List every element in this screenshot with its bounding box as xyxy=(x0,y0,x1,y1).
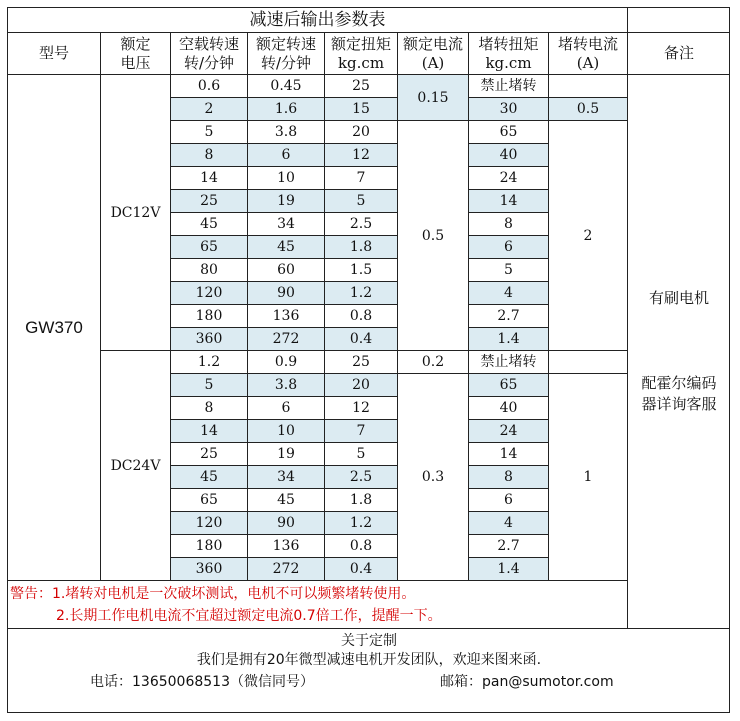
table-cell-rated-speed: 10 xyxy=(248,420,325,443)
table-cell-rated-speed: 19 xyxy=(248,190,325,213)
warning-line-2: 2.长期工作电机电流不宜超过额定电流0.7倍工作，提醒一下。 xyxy=(56,608,442,624)
header-label: 堵转扭矩 xyxy=(478,34,539,53)
stall-current-cell xyxy=(549,75,628,98)
table-cell-rated-speed: 6 xyxy=(248,397,325,420)
header-label: (A) xyxy=(421,53,445,72)
table-cell-rated-speed: 90 xyxy=(248,282,325,305)
table-cell-rated-speed: 6 xyxy=(248,144,325,167)
header-cell xyxy=(398,33,469,75)
header-label: 额定转速 xyxy=(255,34,316,53)
table-cell-stall-torque: 14 xyxy=(469,190,549,213)
table-cell-torque: 0.4 xyxy=(325,328,398,351)
table-cell-noload: 45 xyxy=(171,466,248,489)
table-cell-torque: 5 xyxy=(325,443,398,466)
table-cell-noload: 8 xyxy=(171,144,248,167)
rated-current-cell: 0.5 xyxy=(398,121,469,351)
table-cell-stall-torque: 4 xyxy=(469,512,549,535)
table-cell-noload: 0.6 xyxy=(171,75,248,98)
header-cell xyxy=(101,33,171,75)
table-cell-stall-torque: 1.4 xyxy=(469,328,549,351)
table-cell-noload: 180 xyxy=(171,535,248,558)
table-cell-rated-speed: 90 xyxy=(248,512,325,535)
table-cell-stall-torque: 24 xyxy=(469,167,549,190)
table-cell-torque: 2.5 xyxy=(325,213,398,236)
table-cell-torque: 20 xyxy=(325,374,398,397)
table-cell-torque: 25 xyxy=(325,351,398,374)
footer-box xyxy=(8,629,730,712)
table-cell-stall-torque: 8 xyxy=(469,213,549,236)
table-cell-torque: 1.2 xyxy=(325,282,398,305)
table-cell-torque: 1.5 xyxy=(325,259,398,282)
table-cell-rated-speed: 10 xyxy=(248,167,325,190)
table-cell-noload: 5 xyxy=(171,121,248,144)
header-label: (A) xyxy=(576,53,600,72)
table-cell-noload: 14 xyxy=(171,167,248,190)
table-cell-torque: 2.5 xyxy=(325,466,398,489)
table-cell-stall-torque: 30 xyxy=(469,98,549,121)
header-label: 电压 xyxy=(120,53,151,72)
table-cell-noload: 8 xyxy=(171,397,248,420)
model-cell: GW370 xyxy=(8,75,101,581)
table-cell-rated-speed: 3.8 xyxy=(248,374,325,397)
table-cell-torque: 25 xyxy=(325,75,398,98)
table-cell-stall-torque: 8 xyxy=(469,466,549,489)
table-cell-rated-speed: 3.8 xyxy=(248,121,325,144)
table-cell-torque: 7 xyxy=(325,167,398,190)
table-title: 减速后输出参数表 xyxy=(8,8,628,33)
header-label: 转/分钟 xyxy=(183,53,235,72)
rated-current-cell: 0.15 xyxy=(398,75,469,121)
table-cell-stall-torque: 24 xyxy=(469,420,549,443)
header-cell xyxy=(469,33,549,75)
table-cell-noload: 80 xyxy=(171,259,248,282)
table-cell-noload: 65 xyxy=(171,489,248,512)
table-cell-torque: 1.2 xyxy=(325,512,398,535)
rated-current-cell: 0.3 xyxy=(398,374,469,581)
footer-intro: 我们是拥有20年微型减速电机开发团队，欢迎来图来函. xyxy=(196,652,542,668)
header-label: 空载转速 xyxy=(178,34,239,53)
stall-current-cell xyxy=(549,351,628,374)
table-cell-noload: 360 xyxy=(171,328,248,351)
table-cell-stall-torque: 1.4 xyxy=(469,558,549,581)
table-cell-stall-torque: 5 xyxy=(469,259,549,282)
table-cell-rated-speed: 0.45 xyxy=(248,75,325,98)
table-cell-stall-torque: 禁止堵转 xyxy=(469,75,549,98)
table-cell-noload: 5 xyxy=(171,374,248,397)
header-cell xyxy=(8,33,101,75)
table-cell-torque: 0.8 xyxy=(325,305,398,328)
table-cell-torque: 20 xyxy=(325,121,398,144)
table-cell-noload: 1.2 xyxy=(171,351,248,374)
header-cell xyxy=(325,33,398,75)
header-cell xyxy=(171,33,248,75)
table-cell-stall-torque: 2.7 xyxy=(469,305,549,328)
table-cell-torque: 12 xyxy=(325,397,398,420)
table-cell-rated-speed: 272 xyxy=(248,328,325,351)
table-cell-stall-torque: 40 xyxy=(469,397,549,420)
header-label: 堵转电流 xyxy=(557,34,618,53)
stall-current-cell: 1 xyxy=(549,374,628,581)
remarks-brushed-motor: 有刷电机 xyxy=(648,289,709,307)
table-cell-torque: 5 xyxy=(325,190,398,213)
table-cell-noload: 120 xyxy=(171,282,248,305)
footer-email[interactable]: 邮箱：pan@sumotor.com xyxy=(440,674,614,690)
table-cell-noload: 120 xyxy=(171,512,248,535)
header-label: 额定 xyxy=(120,34,151,53)
table-cell-noload: 2 xyxy=(171,98,248,121)
header-cell xyxy=(248,33,325,75)
table-cell-noload: 25 xyxy=(171,190,248,213)
table-cell-rated-speed: 19 xyxy=(248,443,325,466)
remarks-encoder-line2: 器详询客服 xyxy=(641,395,717,413)
table-cell-stall-torque: 6 xyxy=(469,489,549,512)
warning-box xyxy=(8,581,628,629)
table-cell-stall-torque: 2.7 xyxy=(469,535,549,558)
footer-heading: 关于定制 xyxy=(341,633,397,649)
table-cell-torque: 15 xyxy=(325,98,398,121)
table-cell-torque: 0.8 xyxy=(325,535,398,558)
header-label: kg.cm xyxy=(337,53,385,72)
table-cell-noload: 65 xyxy=(171,236,248,259)
table-cell-stall-torque: 4 xyxy=(469,282,549,305)
table-cell-stall-torque: 65 xyxy=(469,374,549,397)
table-cell-rated-speed: 34 xyxy=(248,466,325,489)
table-cell-torque: 1.8 xyxy=(325,489,398,512)
table-cell-noload: 14 xyxy=(171,420,248,443)
table-cell-rated-speed: 272 xyxy=(248,558,325,581)
voltage-cell: DC24V xyxy=(101,351,171,581)
header-label: 转/分钟 xyxy=(260,53,312,72)
remarks-cell xyxy=(628,75,730,629)
table-cell-rated-speed: 34 xyxy=(248,213,325,236)
table-cell-noload: 360 xyxy=(171,558,248,581)
header-label: 额定电流 xyxy=(402,34,463,53)
header-label: kg.cm xyxy=(485,53,532,72)
header-label: 额定扭矩 xyxy=(330,34,391,53)
voltage-cell: DC12V xyxy=(101,75,171,351)
table-cell-stall-torque: 6 xyxy=(469,236,549,259)
table-cell-rated-speed: 60 xyxy=(248,259,325,282)
title-blank-cell xyxy=(628,8,730,33)
table-cell-noload: 180 xyxy=(171,305,248,328)
table-cell-stall-torque: 40 xyxy=(469,144,549,167)
table-cell-noload: 45 xyxy=(171,213,248,236)
table-cell-torque: 7 xyxy=(325,420,398,443)
table-cell-rated-speed: 0.9 xyxy=(248,351,325,374)
table-cell-rated-speed: 45 xyxy=(248,489,325,512)
table-cell-torque: 12 xyxy=(325,144,398,167)
stall-current-cell: 2 xyxy=(549,121,628,351)
table-cell-torque: 1.8 xyxy=(325,236,398,259)
table-cell-rated-speed: 136 xyxy=(248,305,325,328)
stall-current-cell: 0.5 xyxy=(549,98,628,121)
table-cell-stall-torque: 禁止堵转 xyxy=(469,351,549,374)
header-label: 备注 xyxy=(663,44,694,62)
header-label: 型号 xyxy=(38,44,69,62)
header-cell xyxy=(549,33,628,75)
table-cell-stall-torque: 14 xyxy=(469,443,549,466)
table-cell-torque: 0.4 xyxy=(325,558,398,581)
spec-sheet xyxy=(7,7,730,713)
warning-line-1: 警告：1.堵转对电机是一次破坏测试，电机不可以频繁堵转使用。 xyxy=(10,586,416,602)
footer-phone: 电话：13650068513（微信同号） xyxy=(90,674,314,690)
rated-current-cell: 0.2 xyxy=(398,351,469,374)
table-cell-rated-speed: 45 xyxy=(248,236,325,259)
header-cell xyxy=(628,33,730,75)
table-cell-rated-speed: 1.6 xyxy=(248,98,325,121)
remarks-encoder-line1: 配霍尔编码 xyxy=(641,374,717,392)
table-cell-rated-speed: 136 xyxy=(248,535,325,558)
table-cell-stall-torque: 65 xyxy=(469,121,549,144)
table-cell-noload: 25 xyxy=(171,443,248,466)
